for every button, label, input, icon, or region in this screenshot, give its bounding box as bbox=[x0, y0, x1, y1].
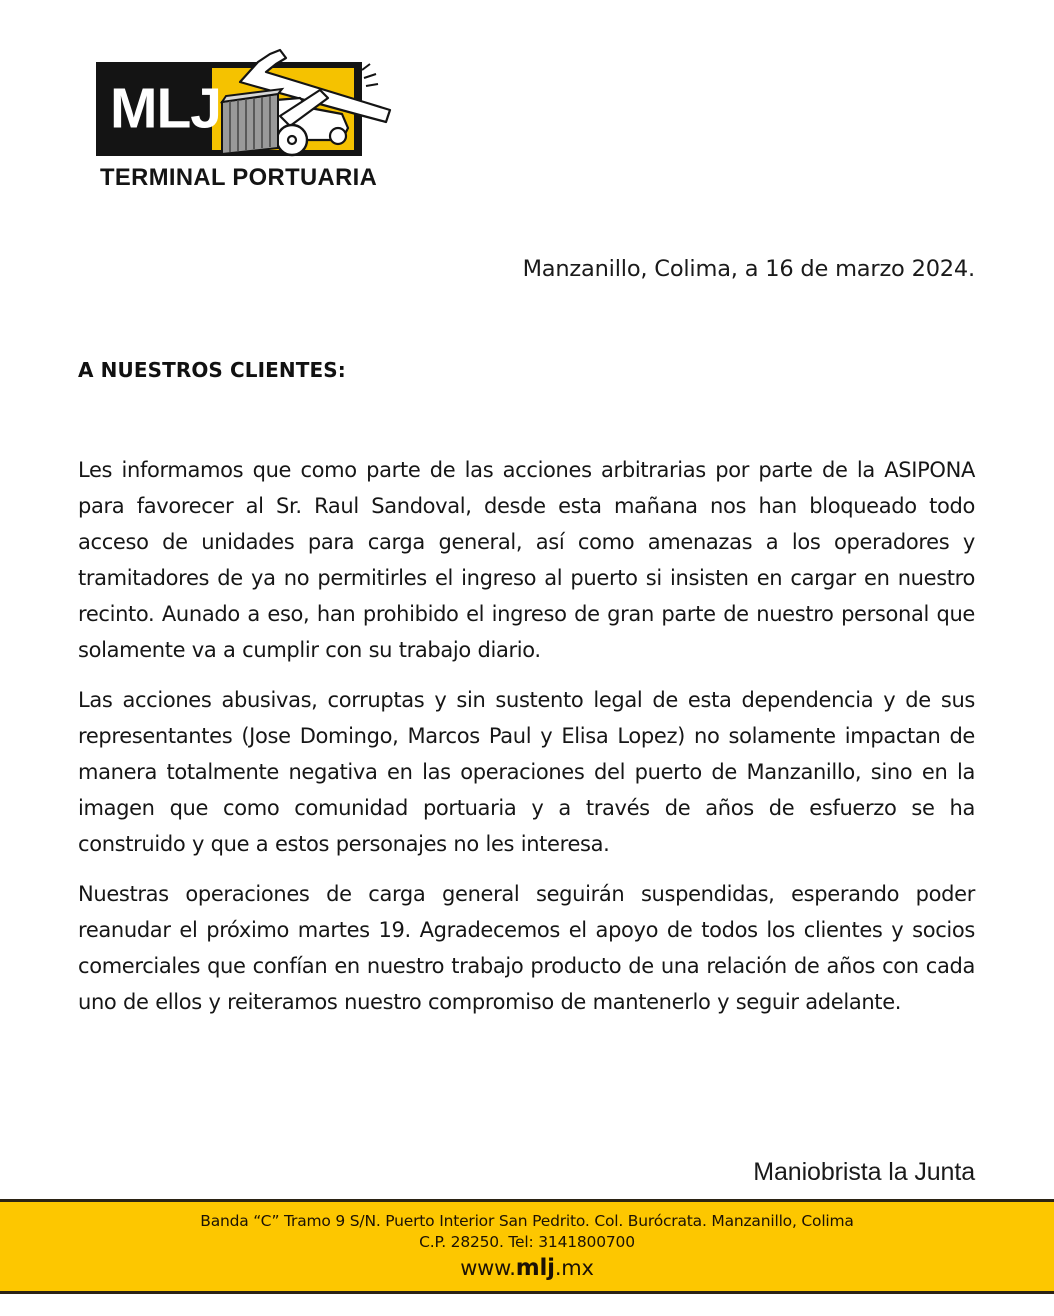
paragraph-1: Les informamos que como parte de las acciones arbitrarias por parte de la ASIPONA para favorecer al Sr. Raul Sandoval, desde esta mañana nos han bloqueado todo acceso de unidades para carga general, así como amenazas a los operadores y tramitadores de ya no permitirles el ingreso al puerto si insisten en cargar en nuestro recinto. Aunado a eso, han prohibido el ingreso de gran parte de nuestro personal que solamente va a cumplir con su trabajo diario. bbox=[78, 458, 975, 662]
logo-yellow-panel bbox=[212, 68, 354, 150]
letter-paragraphs bbox=[78, 452, 975, 1020]
salutation: A NUESTROS CLIENTES: bbox=[78, 358, 346, 382]
footer-website[interactable] bbox=[0, 1256, 1054, 1281]
date-line: Manzanillo, Colima, a 16 de marzo 2024. bbox=[522, 256, 975, 282]
letterhead bbox=[96, 48, 396, 196]
paragraph-2: Las acciones abusivas, corruptas y sin sustento legal de esta dependencia y de sus representantes (Jose Domingo, Marcos Paul y Elisa Lopez) no solamente impactan de manera totalmente negativa en las operaciones del puerto de Manzanillo, sino en la imagen que como comunidad portuaria y a través de años de esfuerzo se ha construido y que a estos personajes no les interesa. bbox=[78, 688, 975, 856]
website-brand: mlj bbox=[515, 1255, 555, 1281]
logo-black-box bbox=[96, 62, 362, 156]
paragraph-3: Nuestras operaciones de carga general seguirán suspendidas, esperando poder reanudar el próximo martes 19. Agradecemos el apoyo de todos los clientes y socios comerciales que confían en nuestro trabajo producto de una relación de años con cada uno de ellos y reiteramos nuestro compromiso de mantenerlo y seguir adelante. bbox=[78, 882, 975, 1014]
footer-address: Banda “C” Tramo 9 S/N. Puerto Interior San Pedrito. Col. Burócrata. Manzanillo, Colima bbox=[200, 1212, 854, 1230]
company-logo bbox=[96, 48, 364, 158]
website-suffix: .mx bbox=[554, 1256, 594, 1280]
website-prefix: www. bbox=[460, 1256, 516, 1280]
logo-subtitle: TERMINAL PORTUARIA bbox=[100, 164, 378, 191]
footer-band bbox=[0, 1199, 1054, 1294]
logo-wordmark: MLJ bbox=[110, 76, 221, 141]
footer-contact: C.P. 28250. Tel: 3141800700 bbox=[419, 1233, 635, 1251]
signature-line: Maniobrista la Junta bbox=[753, 1158, 975, 1186]
